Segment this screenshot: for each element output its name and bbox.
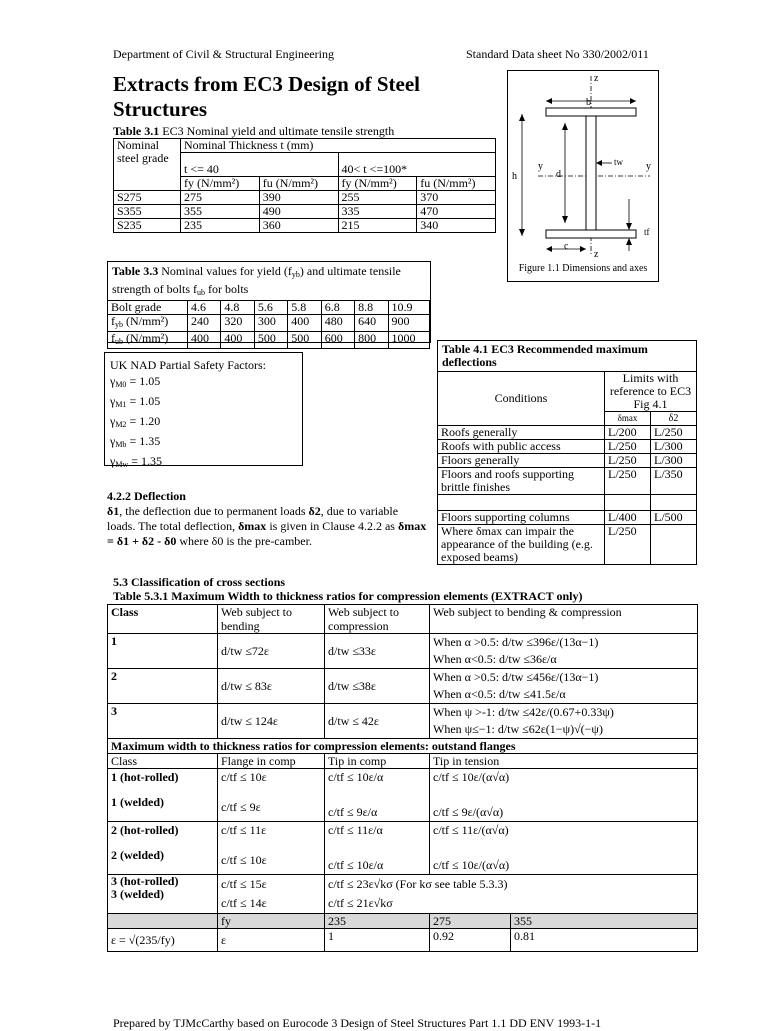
table31-range1: t <= 40 <box>181 153 339 177</box>
table-cell: L/250 <box>605 468 651 495</box>
cell-line: c/tf ≤ 15ε <box>221 877 267 891</box>
cell-line: c/tf ≤ 11ε/α <box>328 823 383 837</box>
table-cell: d/tw ≤72ε <box>218 634 325 669</box>
table-cell: 600 <box>321 332 354 349</box>
table-cell: Floors and roofs supporting brittle finishes <box>438 468 605 495</box>
table-cell: L/400 <box>605 511 651 525</box>
table33-sub-yb: yb <box>291 270 300 279</box>
table-cell: L/500 <box>651 511 697 525</box>
axis-y-left: y <box>538 161 543 172</box>
table-row <box>114 205 496 219</box>
cell-line: c/tf ≤ 11ε <box>221 823 267 837</box>
table-cell <box>325 822 430 875</box>
table-row <box>108 315 430 332</box>
o-col-class: Class <box>108 754 218 769</box>
nad-sub: Mw <box>115 460 129 469</box>
table-cell: L/300 <box>651 454 697 468</box>
cell-line: c/tf ≤ 10ε/(α√α) <box>433 858 510 872</box>
fub-sub: ub <box>115 337 123 346</box>
o-col-tipcomp: Tip in comp <box>325 754 430 769</box>
nad-item <box>110 393 302 413</box>
table-cell: 340 <box>417 219 496 233</box>
cell-line: c/tf ≤ 10ε/α <box>328 770 384 784</box>
outstand-heading: Maximum width to thickness ratios for compression elements: outstand flanges <box>108 739 698 754</box>
table-row <box>108 914 698 929</box>
table-cell: Floors generally <box>438 454 605 468</box>
table-cell: 400 <box>288 315 321 332</box>
axis-z-bottom: z <box>594 249 599 260</box>
fyb-f: f <box>111 314 115 328</box>
table-row <box>438 468 697 495</box>
nad-sub: Mb <box>115 440 127 449</box>
table-row <box>438 525 697 565</box>
deflection-text4: where δ0 is the pre-camber. <box>176 534 312 548</box>
nad-val: = 1.05 <box>126 374 161 388</box>
table-row <box>108 875 698 914</box>
table-cell: 5.8 <box>288 301 321 315</box>
table-cell: 6.8 <box>321 301 354 315</box>
table-cell: 400 <box>221 332 254 349</box>
deflection-heading: 4.2.2 Deflection <box>107 489 186 503</box>
table-row <box>114 191 496 205</box>
table-cell: L/300 <box>651 440 697 454</box>
table-cell: Floors supporting columns <box>438 511 605 525</box>
table-cell <box>430 822 698 875</box>
table-cell: 240 <box>188 315 221 332</box>
table-cell: 640 <box>355 315 388 332</box>
footer-note: Prepared by TJMcCarthy based on Eurocode 3 Design of Steel Structures Part 1.1 DD ENV 1993-1-1 <box>113 1016 602 1030</box>
table-cell: L/250 <box>605 440 651 454</box>
table-cell: 215 <box>338 219 417 233</box>
table-cell: ε = √(235/fy) <box>108 929 218 952</box>
nad-box <box>104 352 303 469</box>
t531-col-both: Web subject to bending & compression <box>430 605 698 634</box>
table31-caption-label: Table 3.1 <box>113 124 160 138</box>
cell-line: When ψ≤−1: d/tw ≤62ε(1−ψ)√(−ψ) <box>433 722 603 736</box>
dim-tw: tw <box>614 157 623 167</box>
cell-line: c/tf ≤ 10ε/α <box>328 858 384 872</box>
table-row <box>438 454 697 468</box>
table31-caption <box>113 124 394 139</box>
nad-item <box>110 453 302 473</box>
dim-b: b <box>586 97 591 108</box>
table-cell: 390 <box>259 191 338 205</box>
fub-f: f <box>111 331 115 345</box>
table-cell <box>430 769 698 822</box>
table-row <box>108 704 698 739</box>
table33-caption-c: for bolts <box>205 282 249 296</box>
table-cell: L/350 <box>651 468 697 495</box>
table-row <box>438 511 697 525</box>
table-cell: 5.6 <box>254 301 287 315</box>
cell-line: c/tf ≤ 9ε/α <box>328 805 378 819</box>
table33-caption-b: ) and ultimate tensile strength of bolts f <box>112 264 401 296</box>
nad-sym: γ <box>110 434 116 448</box>
table41-conditions-head: Conditions <box>438 372 605 426</box>
table-cell: L/250 <box>605 525 651 565</box>
table-cell: 490 <box>259 205 338 219</box>
cell-line: c/tf ≤ 10ε <box>221 853 267 867</box>
delta2: δ2 <box>308 504 321 518</box>
table33-bolt-grade-label: Bolt grade <box>108 301 188 315</box>
cell-line: c/tf ≤ 10ε/(α√α) <box>433 770 510 784</box>
table-cell: 335 <box>338 205 417 219</box>
deflection-formula: δmax = δ1 + δ2 - δ0 <box>107 519 427 548</box>
table-row <box>108 301 430 315</box>
table-cell: fy <box>218 914 325 929</box>
table-cell: 0.92 <box>430 929 511 952</box>
nad-sym: γ <box>110 394 116 408</box>
table-cell: 4.6 <box>188 301 221 315</box>
fyb-unit: (N/mm²) <box>123 314 169 328</box>
table33-fub-label <box>108 332 188 349</box>
table-cell: 500 <box>254 332 287 349</box>
table-cell <box>108 822 218 875</box>
cell-line: c/tf ≤ 11ε/(α√α) <box>433 823 509 837</box>
table-cell: Roofs with public access <box>438 440 605 454</box>
cell-line: 3 (welded) <box>111 887 164 901</box>
cell-line: When α<0.5: d/tw ≤36ε/α <box>433 652 557 666</box>
cell-line: 1 (hot-rolled) <box>111 770 179 784</box>
nad-sub: M0 <box>115 380 127 389</box>
table-row <box>438 426 697 440</box>
nad-item <box>110 433 302 453</box>
nad-item <box>110 373 302 393</box>
delta1: δ1 <box>107 504 120 518</box>
table-cell: L/200 <box>605 426 651 440</box>
table33-box <box>107 261 431 346</box>
table-cell: Where δmax can impair the appearance of the building (e.g. exposed beams) <box>438 525 605 565</box>
figure-box <box>507 70 659 282</box>
table33 <box>107 300 430 349</box>
axis-z-top: z <box>594 73 599 84</box>
t531-col-class: Class <box>108 605 218 634</box>
sec53-heading: 5.3 Classification of cross sections <box>113 575 286 589</box>
table-cell: 480 <box>321 315 354 332</box>
table-cell: 500 <box>288 332 321 349</box>
table31-thickness-head: Nominal Thickness t (mm) <box>181 139 496 153</box>
table-cell <box>325 769 430 822</box>
nad-val: = 1.35 <box>126 434 161 448</box>
t531-col-bend: Web subject to bending <box>218 605 325 634</box>
cell-line: When α >0.5: d/tw ≤396ε/(13α−1) <box>433 635 599 649</box>
table-cell: 320 <box>221 315 254 332</box>
dim-d: d <box>556 169 561 180</box>
nad-val: = 1.35 <box>128 454 162 468</box>
table-cell: 235 <box>325 914 430 929</box>
table31-fu2: fu (N/mm²) <box>417 177 496 191</box>
nad-sym: γ <box>110 374 116 388</box>
table31-range2: 40< t <=100* <box>338 153 496 177</box>
table-cell: 800 <box>355 332 388 349</box>
table-cell: 275 <box>430 914 511 929</box>
table31 <box>113 138 496 233</box>
o-col-flange: Flange in comp <box>218 754 325 769</box>
table-cell: 8.8 <box>355 301 388 315</box>
table-cell: 255 <box>338 191 417 205</box>
cell-line: c/tf ≤ 23ε√kσ (For kσ see table 5.3.3) <box>328 877 508 891</box>
table-cell: 1 <box>325 929 430 952</box>
o-col-tiptens: Tip in tension <box>430 754 698 769</box>
cell-line: When α >0.5: d/tw ≤456ε/(13α−1) <box>433 670 599 684</box>
axis-y-right: y <box>646 161 651 172</box>
table-cell: d/tw ≤ 83ε <box>218 669 325 704</box>
deflection-text1: , the deflection due to permanent loads <box>119 504 309 518</box>
table-cell: S275 <box>114 191 181 205</box>
nad-sub: M1 <box>115 400 127 409</box>
table31-fy2: fy (N/mm²) <box>338 177 417 191</box>
deflection-text2: , due to variable loads. The total deflection, <box>107 504 399 533</box>
table-cell: S355 <box>114 205 181 219</box>
table-cell: 300 <box>254 315 287 332</box>
table33-sub-ub: ub <box>197 288 205 297</box>
table41 <box>437 340 697 565</box>
table33-caption-label: Table 3.3 <box>112 264 159 278</box>
page-title: Extracts from EC3 Design of Steel Structures <box>113 72 420 121</box>
table-cell: 1 <box>108 634 218 669</box>
table531-caption: Table 5.3.1 Maximum Width to thickness ratios for compression elements (EXTRACT only) <box>113 589 583 603</box>
nad-sub: M2 <box>115 420 127 429</box>
table-cell: d/tw ≤ 42ε <box>325 704 430 739</box>
nad-item <box>110 413 302 433</box>
table-row <box>108 822 698 875</box>
table-cell: 470 <box>417 205 496 219</box>
deflection-text <box>107 504 427 549</box>
nad-title: UK NAD Partial Safety Factors: <box>110 358 266 372</box>
table-cell: 235 <box>181 219 260 233</box>
table531 <box>107 604 698 952</box>
table41-dmax-head: δmax <box>605 412 651 426</box>
table31-caption-text: EC3 Nominal yield and ultimate tensile strength <box>159 124 395 138</box>
cell-line: 2 (welded) <box>111 848 164 862</box>
nad-sym: γ <box>110 454 116 468</box>
table-cell <box>218 822 325 875</box>
table-row <box>108 669 698 704</box>
i-section-diagram <box>508 71 658 261</box>
table-row <box>108 332 430 349</box>
cell-line: c/tf ≤ 10ε <box>221 770 267 784</box>
table33-caption <box>108 262 430 300</box>
delta-max: δmax <box>238 519 267 533</box>
table-cell: 355 <box>181 205 260 219</box>
table-cell: 370 <box>417 191 496 205</box>
nad-val: = 1.05 <box>126 394 161 408</box>
table-cell: Roofs generally <box>438 426 605 440</box>
cell-line: 3 (hot-rolled) <box>111 874 179 888</box>
table-cell: 900 <box>388 315 429 332</box>
table-cell: d/tw ≤33ε <box>325 634 430 669</box>
table-row <box>114 219 496 233</box>
table-row <box>108 634 698 669</box>
header-department: Department of Civil & Structural Engineering <box>113 47 334 61</box>
figure-caption: Figure 1.1 Dimensions and axes <box>518 263 648 274</box>
table-cell: d/tw ≤38ε <box>325 669 430 704</box>
table-cell: 355 <box>511 914 698 929</box>
cell-line: c/tf ≤ 14ε <box>221 896 267 910</box>
table41-limits-head: Limits with reference to EC3 Fig 4.1 <box>605 372 697 412</box>
nad-val: = 1.20 <box>126 414 161 428</box>
table-row <box>108 929 698 952</box>
table41-caption: Table 4.1 EC3 Recommended maximum deflections <box>438 341 697 372</box>
cell-line: c/tf ≤ 9ε/(α√α) <box>433 805 504 819</box>
table-cell: 1000 <box>388 332 429 349</box>
table-cell <box>430 704 698 739</box>
dim-tf: tf <box>644 227 650 237</box>
table33-caption-a: Nominal values for yield (f <box>158 264 292 278</box>
deflection-text3: is given in Clause 4.2.2 as <box>266 519 398 533</box>
table-cell: 10.9 <box>388 301 429 315</box>
table-cell: L/250 <box>605 454 651 468</box>
cell-line: c/tf ≤ 9ε <box>221 800 261 814</box>
table-row <box>438 440 697 454</box>
table41-d2-head: δ2 <box>651 412 697 426</box>
dim-h: h <box>512 171 517 182</box>
nad-sym: γ <box>110 414 116 428</box>
cell-line: c/tf ≤ 21ε√kσ <box>328 896 393 910</box>
cell-line: When α<0.5: d/tw ≤41.5ε/α <box>433 687 566 701</box>
table31-fy1: fy (N/mm²) <box>181 177 260 191</box>
table-cell <box>108 875 218 914</box>
cell-line: 1 (welded) <box>111 795 164 809</box>
table-cell <box>430 634 698 669</box>
table-cell <box>108 769 218 822</box>
cell-line: When ψ >-1: d/tw ≤42ε/(0.67+0.33ψ) <box>433 705 614 719</box>
table-cell: 0.81 <box>511 929 698 952</box>
table-cell: L/250 <box>651 426 697 440</box>
dim-c: c <box>564 241 569 252</box>
table-cell: S235 <box>114 219 181 233</box>
fyb-sub: yb <box>115 320 123 329</box>
table-cell: 400 <box>188 332 221 349</box>
table-row <box>108 769 698 822</box>
table-cell: 2 <box>108 669 218 704</box>
table-cell: 275 <box>181 191 260 205</box>
table-cell: d/tw ≤ 124ε <box>218 704 325 739</box>
table31-fu1: fu (N/mm²) <box>259 177 338 191</box>
table-cell <box>651 525 697 565</box>
table33-fyb-label <box>108 315 188 332</box>
table-cell <box>430 669 698 704</box>
table-cell: ε <box>218 929 325 952</box>
table-cell <box>218 769 325 822</box>
t531-col-comp: Web subject to compression <box>325 605 430 634</box>
table-cell: 4.8 <box>221 301 254 315</box>
table-cell <box>325 875 698 914</box>
header-sheet-number: Standard Data sheet No 330/2002/011 <box>466 47 649 61</box>
table31-grade-head: Nominal steel grade <box>114 139 181 191</box>
deflection-section <box>107 489 427 549</box>
table-cell <box>218 875 325 914</box>
fub-unit: (N/mm²) <box>123 331 169 345</box>
table-cell: 3 <box>108 704 218 739</box>
table-cell: 360 <box>259 219 338 233</box>
cell-line: 2 (hot-rolled) <box>111 823 179 837</box>
